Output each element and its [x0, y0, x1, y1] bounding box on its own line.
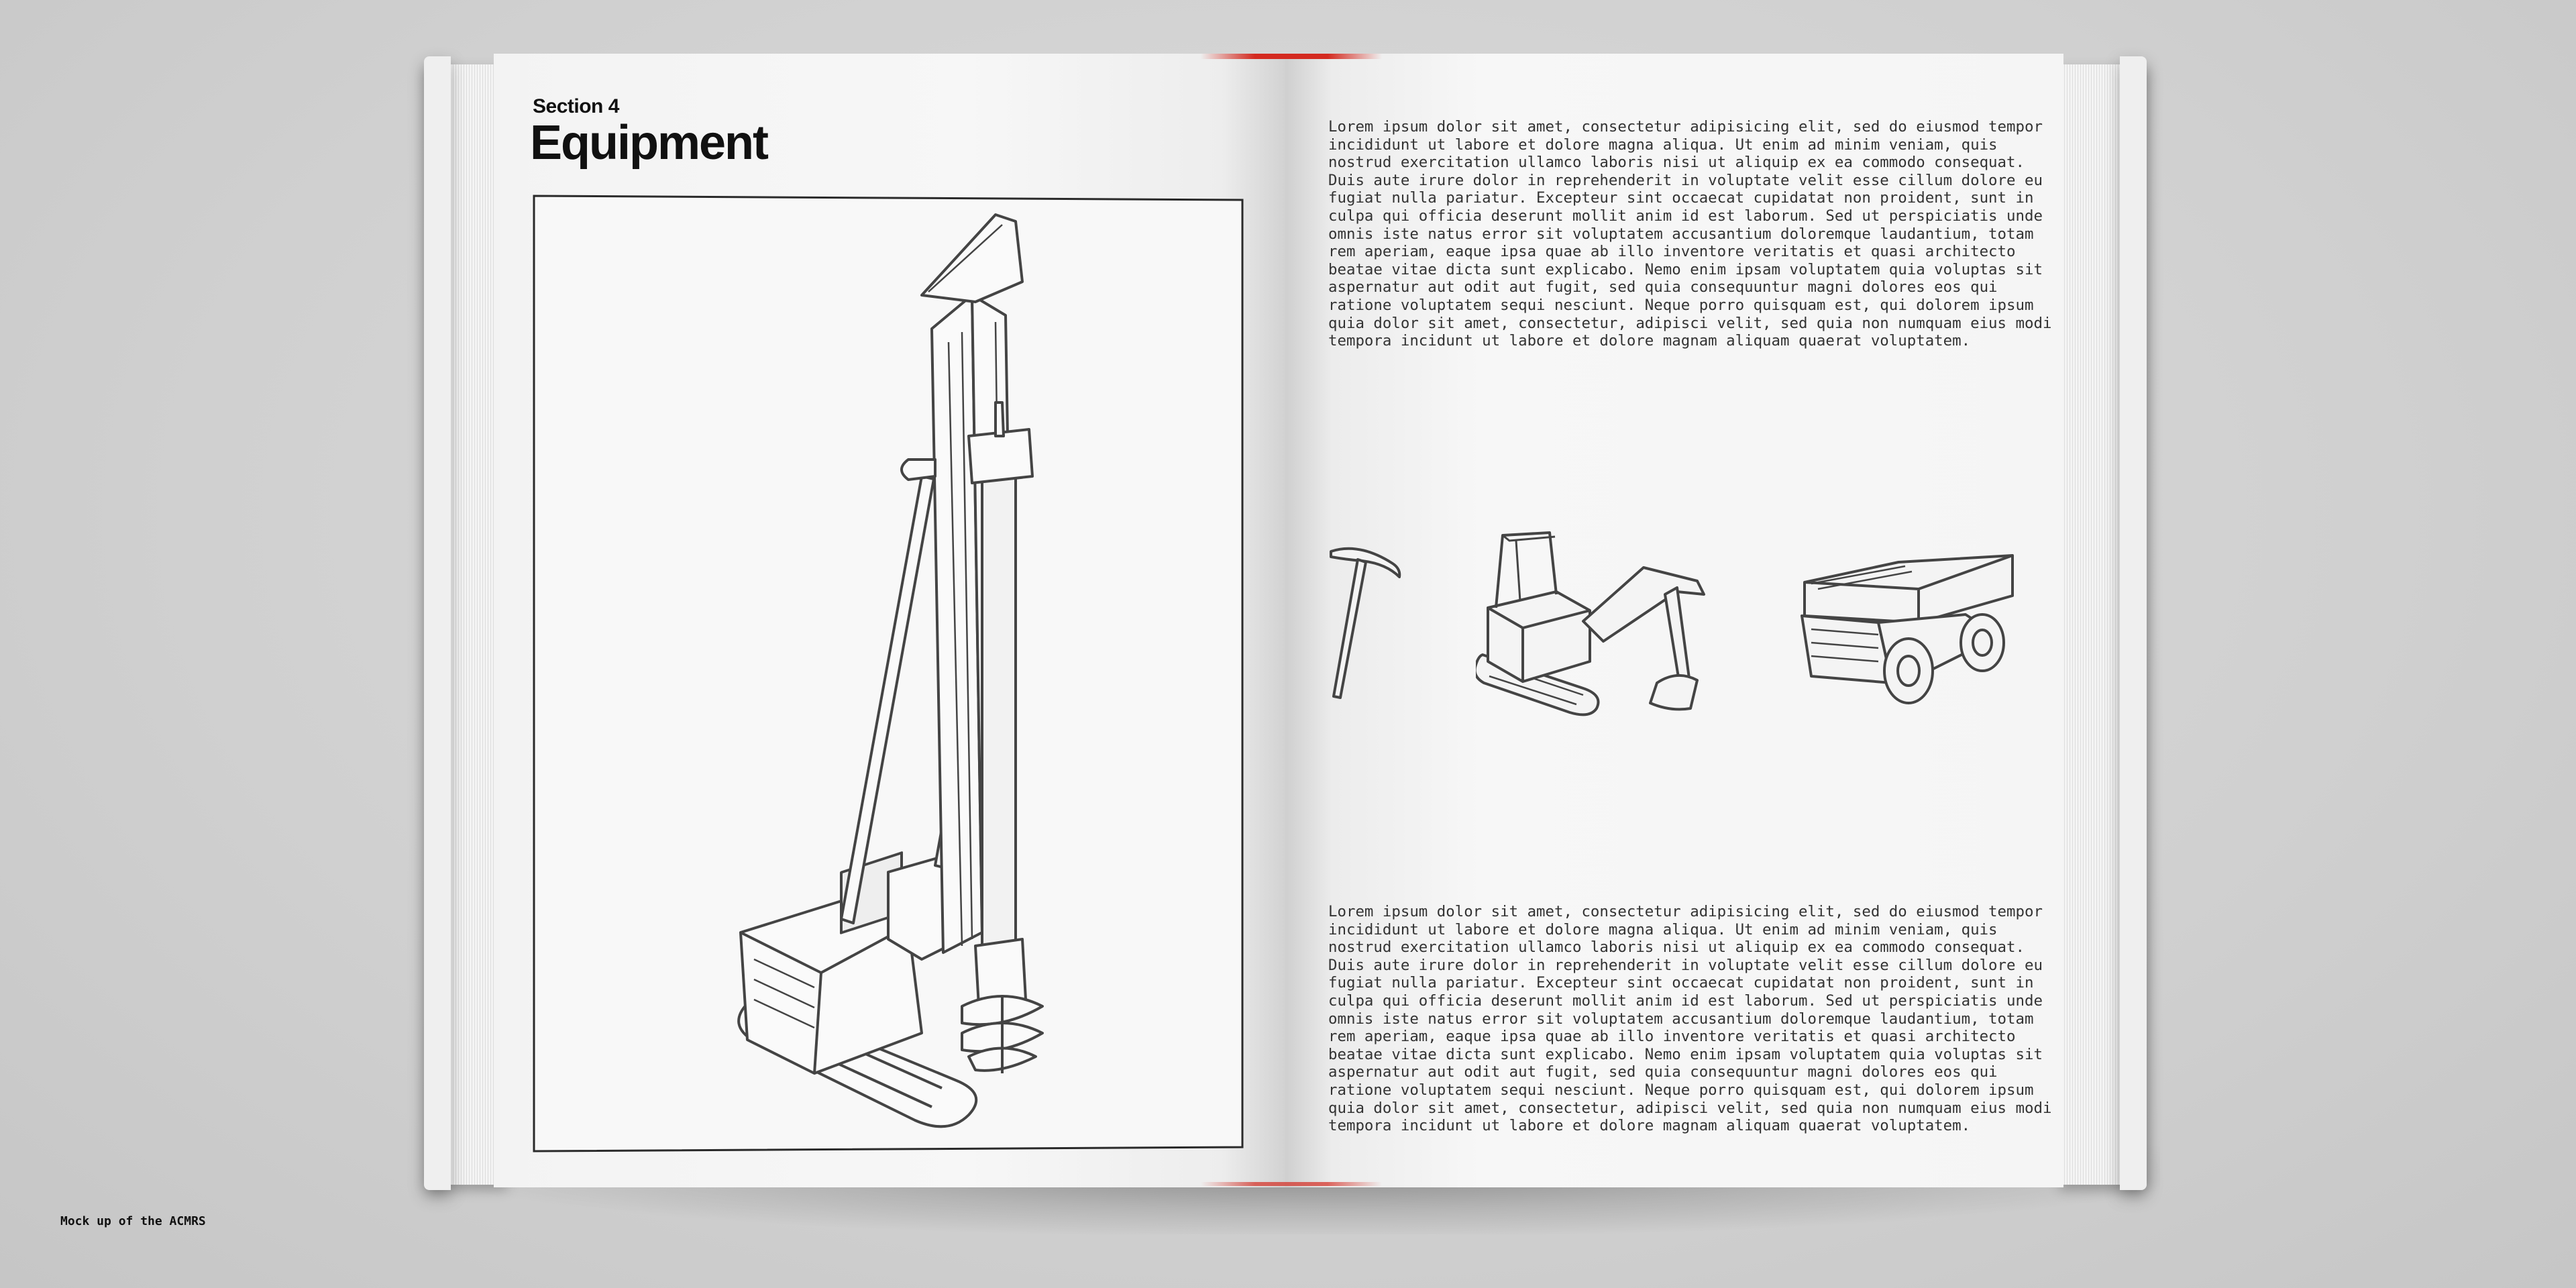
drilling-rig-illustration [533, 195, 1244, 1152]
section-label: Section 4 [533, 95, 619, 117]
spine-accent-bottom [1201, 1182, 1382, 1186]
mockup-caption: Mock up of the ACMRS [60, 1214, 206, 1228]
dump-truck-icon [1798, 542, 2019, 710]
pickaxe-icon [1326, 542, 1406, 703]
body-paragraph-top: Lorem ipsum dolor sit amet, consectetur adipisicing elit, sed do eiusmod tempor incididunt ut labore et dolore magna aliqua. Ut enim ad minim veniam, quis nostrud exercitation ullamco laboris nisi ut aliquip ex ea commodo consequat. Duis aute irure dolor in reprehenderit in voluptate velit esse cillum dolore fugiat nulla pariatur. Excepteur sint occaecat cupidatat non proident, sunt in culpa qui officia deserunt mollit anim id est laborum. Sed ut perspiciatis unde omnis iste natus error sit voluptatem accusantium doloremque laudantium, totam rem aperiam, eaque ipsa quae ab illo inventore veritatis et quasi architecto beatae vitae dicta sunt explicabo. Nemo enim ipsam voluptatem quia voluptas sit aspernatur aut odit aut fugit, sed quia consequuntur magni dolores eos qui ratione voluptatem sequi nesciunt. Neque porro quisquam est, qui dolorem ipsum quia dolor sit amet, consectetur, adipisci velit, sed quia non numquam eius tempora incidunt ut labore et dolore magnam aliquam quaerat voluptatem. [1328, 118, 2043, 350]
spine-accent [1201, 54, 1382, 59]
page-title: Equipment [530, 116, 767, 170]
left-cover-edge [424, 56, 451, 1190]
body-paragraph-bottom: Lorem ipsum dolor sit amet, consectetur adipisicing elit, sed do eiusmod tempor incididunt ut labore et dolore magna aliqua. Ut enim ad minim veniam, quis nostrud exercitation ullamco laboris nisi ut aliquip ex ea commodo consequat. Duis aute irure dolor in reprehenderit in voluptate velit esse cillum dolore fugiat nulla pariatur. Excepteur sint occaecat cupidatat non proident, sunt in culpa qui officia deserunt mollit anim id est laborum. Sed ut perspiciatis unde omnis iste natus error sit voluptatem accusantium doloremque laudantium, totam rem aperiam, eaque ipsa quae ab illo inventore veritatis et quasi architecto beatae vitae dicta sunt explicabo. Nemo enim ipsam voluptatem quia voluptas sit aspernatur aut odit aut fugit, sed quia consequuntur magni dolores eos qui ratione voluptatem sequi nesciunt. Neque porro quisquam est, qui dolorem ipsum quia dolor sit amet, consectetur, adipisci velit, sed quia non numquam eius tempora incidunt ut labore et dolore magnam aliquam quaerat voluptatem. [1328, 903, 2043, 1135]
right-cover-edge [2120, 56, 2147, 1190]
figure-frame [533, 195, 1244, 1152]
excavator-icon [1476, 527, 1711, 722]
